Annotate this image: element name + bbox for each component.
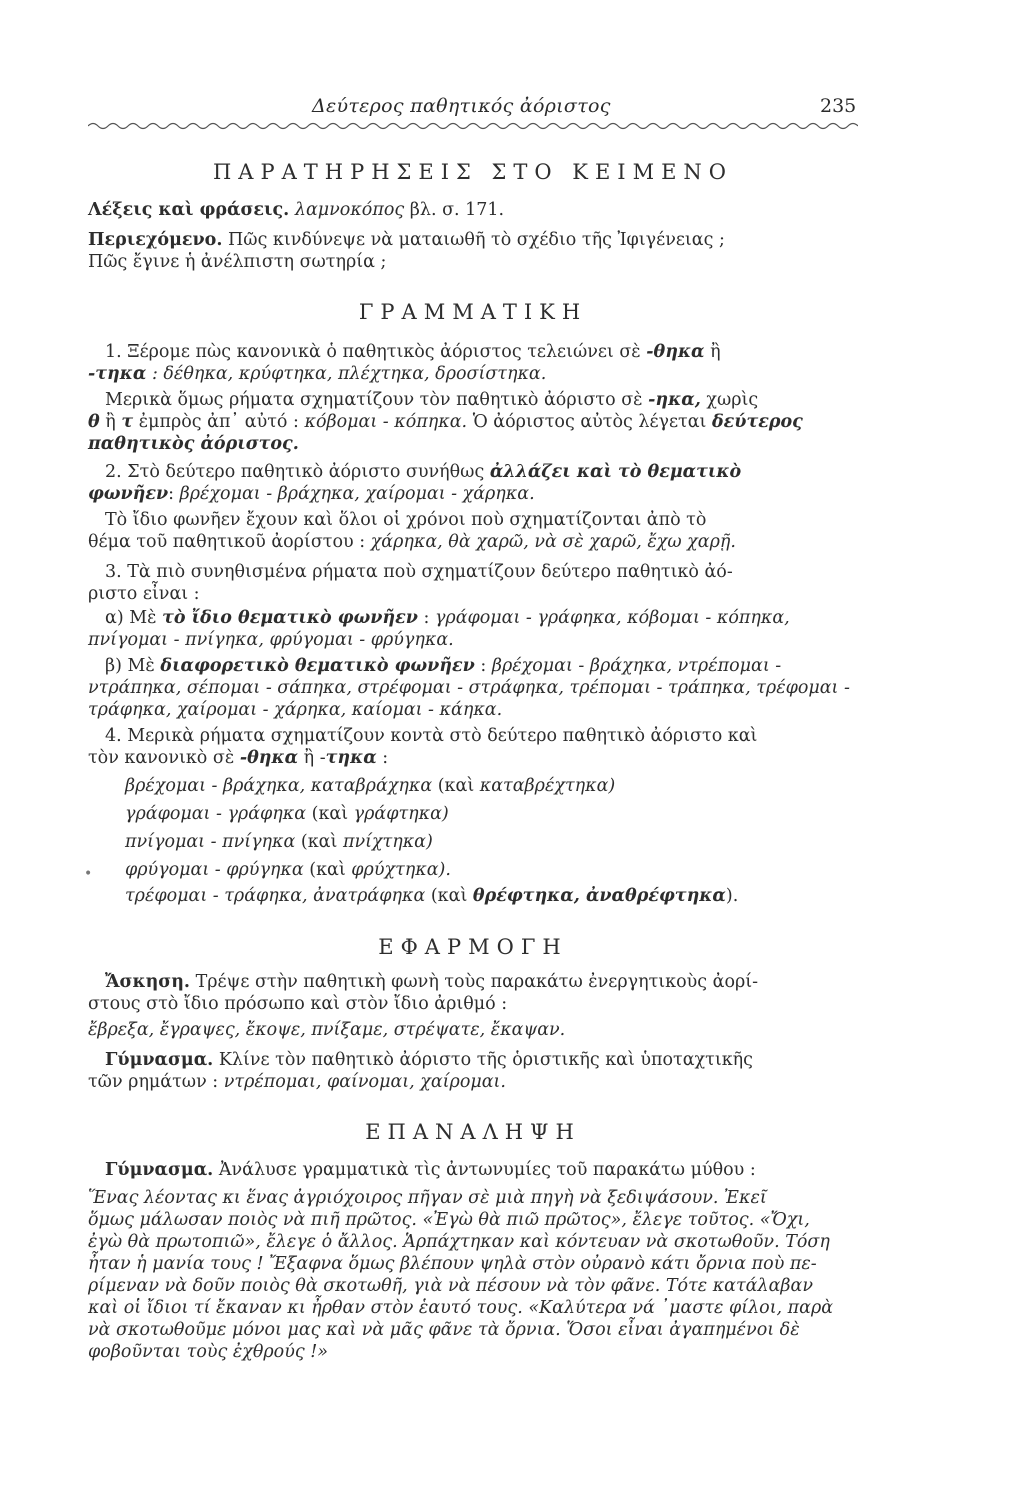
text: τὸν κανονικὸ σὲ: [88, 748, 235, 768]
example-main: τρέφομαι - τράφηκα, ἀνατράφηκα: [125, 886, 426, 906]
example-paren: (καὶ: [430, 886, 468, 906]
example-main: φρύγομαι - φρύγηκα: [125, 860, 304, 880]
term: διαφορετικὸ θεματικὸ φωνῆεν: [160, 656, 475, 676]
text: 1. Ξέρομε πὼς κανονικὰ ὁ παθητικὸς ἀόριστος τελειώνει σὲ: [105, 342, 641, 362]
text: Μερικὰ ὅμως ρήματα σχηματίζουν τὸν παθητικὸ ἀόριστο σὲ: [105, 390, 643, 410]
example-text: ντρέπομαι, φαίνομαι, χαίρομαι.: [223, 1072, 506, 1092]
term: τὸ ἴδιο θεματικὸ φωνῆεν: [162, 608, 418, 628]
story-line: καὶ οἱ ἴδιοι τί ἔκαναν κι ἦρθαν στὸν ἑαυτό τους. «Καλύτερα νά ᾽μαστε φίλοι, παρὰ: [88, 1298, 834, 1318]
example-paren: (καὶ: [300, 832, 338, 852]
grammar-p5-line-2: ριστο εἶναι :: [88, 584, 200, 604]
section-heading-epanalipsi: ΕΠΑΝΑΛΗΨΗ: [365, 1120, 581, 1144]
example-alt: πνίχτηκα): [342, 832, 433, 852]
example-alt: καταβρέχτηκα): [479, 776, 616, 796]
grammar-p4-line-1: Τὸ ἴδιο φωνῆεν ἔχουν καὶ ὅλοι οἱ χρόνοι ποὺ σχηματίζονται ἀπὸ τὸ: [105, 510, 707, 530]
dot-mark: •: [84, 866, 93, 882]
text: τῶν ρημάτων :: [88, 1072, 219, 1092]
example-alt: γράφτηκα): [353, 804, 449, 824]
askisi-line-3: ἔβρεξα, ἔγραψες, ἔκοψε, πνίξαμε, στρέψατε, ἔκαψαν.: [88, 1020, 566, 1040]
example-close: ).: [725, 886, 739, 906]
page-number: 235: [820, 95, 857, 117]
text: :: [480, 656, 487, 676]
text: :: [423, 608, 430, 628]
gymnasma-line-1: [105, 1050, 753, 1070]
suffix-thika: -θηκα: [239, 748, 299, 768]
lexeis-ref: βλ. σ. 171.: [409, 200, 505, 220]
periexomeno-line-1: [88, 230, 725, 250]
text: Τρέψε στὴν παθητικὴ φωνὴ τοὺς παρακάτω ἐνεργητικοὺς ἀορί-: [195, 972, 759, 992]
epanalipsi-gymnasma-line: [105, 1160, 756, 1180]
example-text: γράφομαι - γράφηκα, κόβομαι - κόπηκα,: [434, 608, 790, 628]
askisi-line-1: [105, 972, 758, 992]
letter-theta: θ: [88, 412, 100, 432]
grammar-a-line-2: πνίγομαι - πνίγηκα, φρύγομαι - φρύγηκα.: [88, 630, 454, 650]
suffix-tika: τηκα: [325, 748, 377, 768]
term: ἀλλάζει καὶ τὸ θεματικὸ: [489, 462, 742, 482]
term: παθητικὸς ἀόριστος.: [88, 434, 299, 454]
suffix-tika: -τηκα: [88, 364, 147, 384]
term: φωνῆεν: [88, 484, 169, 504]
grammar-p6-line-1: 4. Μερικὰ ρήματα σχηματίζουν κοντὰ στὸ δεύτερο παθητικὸ ἀόριστο καὶ: [105, 726, 758, 746]
text: ἐμπρὸς ἀπ᾽ αὐτό :: [138, 412, 299, 432]
text: 2. Στὸ δεύτερο παθητικὸ ἀόριστο συνήθως: [105, 462, 485, 482]
grammar-p6-line-2: [88, 748, 388, 768]
grammar-p1-line-1: [105, 342, 721, 362]
example-paren: (καὶ: [437, 776, 475, 796]
example-text: βρέχομαι - βράχηκα, ντρέπομαι -: [491, 656, 782, 676]
grammar-a-line-1: [105, 608, 790, 628]
example-alt: θρέφτηκα, ἀναθρέφτηκα: [472, 886, 726, 906]
grammar-p3-line-2: [88, 484, 535, 504]
grammar-p2-line-2: [88, 412, 803, 432]
story-line: ρίμεναν νὰ δοῦν ποιὸς θὰ σκοτωθῆ, γιὰ νὰ πέσουν νὰ τὸν φᾶνε. Τότε κατάλαβαν: [88, 1276, 813, 1296]
grammar-p5-line-1: 3. Τὰ πιὸ συνηθισμένα ρήματα ποὺ σχηματίζουν δεύτερο παθητικὸ ἀό-: [105, 562, 733, 582]
text: ἢ: [105, 412, 116, 432]
example-text: χάρηκα, θὰ χαρῶ, νὰ σὲ χαρῶ, ἔχω χαρῇ.: [370, 532, 736, 552]
story-line: νὰ σκοτωθοῦμε μόνοι μας καὶ νὰ μᾶς φᾶνε τὰ ὄρνια. Ὅσοι εἶναι ἀγαπημένοι δὲ: [88, 1320, 800, 1340]
running-header-title: Δεύτερος παθητικός ἀόριστος: [312, 95, 611, 117]
lexeis-label: Λέξεις καὶ φράσεις.: [88, 200, 290, 220]
text: Κλίνε τὸν παθητικὸ ἀόριστο τῆς ὁριστικῆς καὶ ὑποταχτικῆς: [218, 1050, 753, 1070]
story-line: ἦταν ἡ μανία τους ! Ἔξαφνα ὅμως βλέπουν ψηλὰ στὸν οὐρανὸ κάτι ὄρνια ποὺ πε-: [88, 1254, 817, 1274]
example-line: [125, 776, 615, 796]
text: ἢ: [710, 342, 721, 362]
grammar-p2-line-3: [88, 434, 299, 454]
suffix-thika: -θηκα: [646, 342, 705, 362]
periexomeno-line-2: Πῶς ἔγινε ἡ ἀνέλπιστη σωτηρία ;: [88, 252, 387, 272]
example-line: [125, 886, 738, 906]
example-main: γράφομαι - γράφηκα: [125, 804, 307, 824]
story-line: ὅμως μάλωσαν ποιὸς νὰ πιῆ πρῶτος. «Ἐγὼ θὰ πιῶ πρῶτος», ἔλεγε τοῦτος. «Ὄχι,: [88, 1210, 810, 1230]
example-main: πνίγομαι - πνίγηκα: [125, 832, 296, 852]
section-heading-efarmogi: ΕΦΑΡΜΟΓΗ: [378, 935, 568, 959]
text: ἢ -: [303, 748, 326, 768]
grammar-b-line-3: τράφηκα, χαίρομαι - χάρηκα, καίομαι - κάηκα.: [88, 700, 503, 720]
term: δεύτερος: [712, 412, 803, 432]
story-line: φοβοῦνται τοὺς ἐχθρούς !»: [88, 1342, 328, 1362]
example-text: κόβομαι - κόπηκα.: [304, 412, 468, 432]
example-line: [125, 832, 433, 852]
text: Ἀνάλυσε γραμματικὰ τὶς ἀντωνυμίες τοῦ παρακάτω μύθου :: [218, 1160, 756, 1180]
text: χωρὶς: [706, 390, 759, 410]
grammar-p1-line-2: [88, 364, 546, 384]
grammar-b-line-1: [105, 656, 781, 676]
suffix-ika: -ηκα,: [648, 390, 701, 410]
example-main: βρέχομαι - βράχηκα, καταβράχηκα: [125, 776, 433, 796]
example-paren: (καὶ: [309, 860, 346, 880]
gymnasma-line-2: [88, 1072, 506, 1092]
story-line: Ἕνας λέοντας κι ἕνας ἀγριόχοιρος πῆγαν σὲ μιὰ πηγὴ νὰ ξεδιψάσουν. Ἐκεῖ: [88, 1188, 767, 1208]
grammar-p4-line-2: [88, 532, 736, 552]
gymnasma-label: Γύμνασμα.: [105, 1160, 214, 1180]
example-alt: φρύχτηκα).: [351, 860, 451, 880]
periexomeno-label: Περιεχόμενο.: [88, 230, 223, 250]
wavy-rule: [88, 119, 858, 133]
letter-tau: τ: [121, 412, 134, 432]
text: β) Μὲ: [105, 656, 155, 676]
example-line: [125, 860, 451, 880]
periexomeno-text-1: Πῶς κινδύνεψε νὰ ματαιωθῆ τὸ σχέδιο τῆς Ἰφιγένειας ;: [228, 230, 725, 250]
examples-text: : δέθηκα, κρύφτηκα, πλέχτηκα, δροσίστηκα.: [151, 364, 547, 384]
text: α) Μὲ: [105, 608, 157, 628]
lexeis-line: [88, 200, 504, 220]
grammar-p3-line-1: [105, 462, 741, 482]
grammar-p2-line-1: [105, 390, 758, 410]
example-text: βρέχομαι - βράχηκα, χαίρομαι - χάρηκα.: [179, 484, 535, 504]
text: Ὁ ἀόριστος αὐτὸς λέγεται: [472, 412, 707, 432]
grammar-b-line-2: ντράπηκα, σέπομαι - σάπηκα, στρέφομαι - στράφηκα, τρέπομαι - τράπηκα, τρέφομαι -: [88, 678, 850, 698]
gymnasma-label: Γύμνασμα.: [105, 1050, 214, 1070]
text: :: [382, 748, 389, 768]
example-paren: (καὶ: [311, 804, 349, 824]
section-heading-grammatiki: ΓΡΑΜΜΑΤΙΚΗ: [358, 300, 588, 324]
lexeis-word: λαμνοκόπος: [294, 200, 405, 220]
text: θέμα τοῦ παθητικοῦ ἀορίστου :: [88, 532, 366, 552]
askisi-label: Ἄσκηση.: [105, 972, 191, 992]
askisi-line-2: στους στὸ ἴδιο πρόσωπο καὶ στὸν ἴδιο ἀριθμό :: [88, 994, 508, 1014]
text: :: [168, 484, 175, 504]
example-line: [125, 804, 449, 824]
section-heading-paratiriseis: ΠΑΡΑΤΗΡΗΣΕΙΣ ΣΤΟ ΚΕΙΜΕΝΟ: [212, 160, 734, 184]
story-line: ἐγὼ θὰ πρωτοπιῶ», ἔλεγε ὁ ἄλλος. Ἁρπάχτηκαν καὶ κόντευαν νὰ σκοτωθοῦν. Τόση: [88, 1232, 830, 1252]
